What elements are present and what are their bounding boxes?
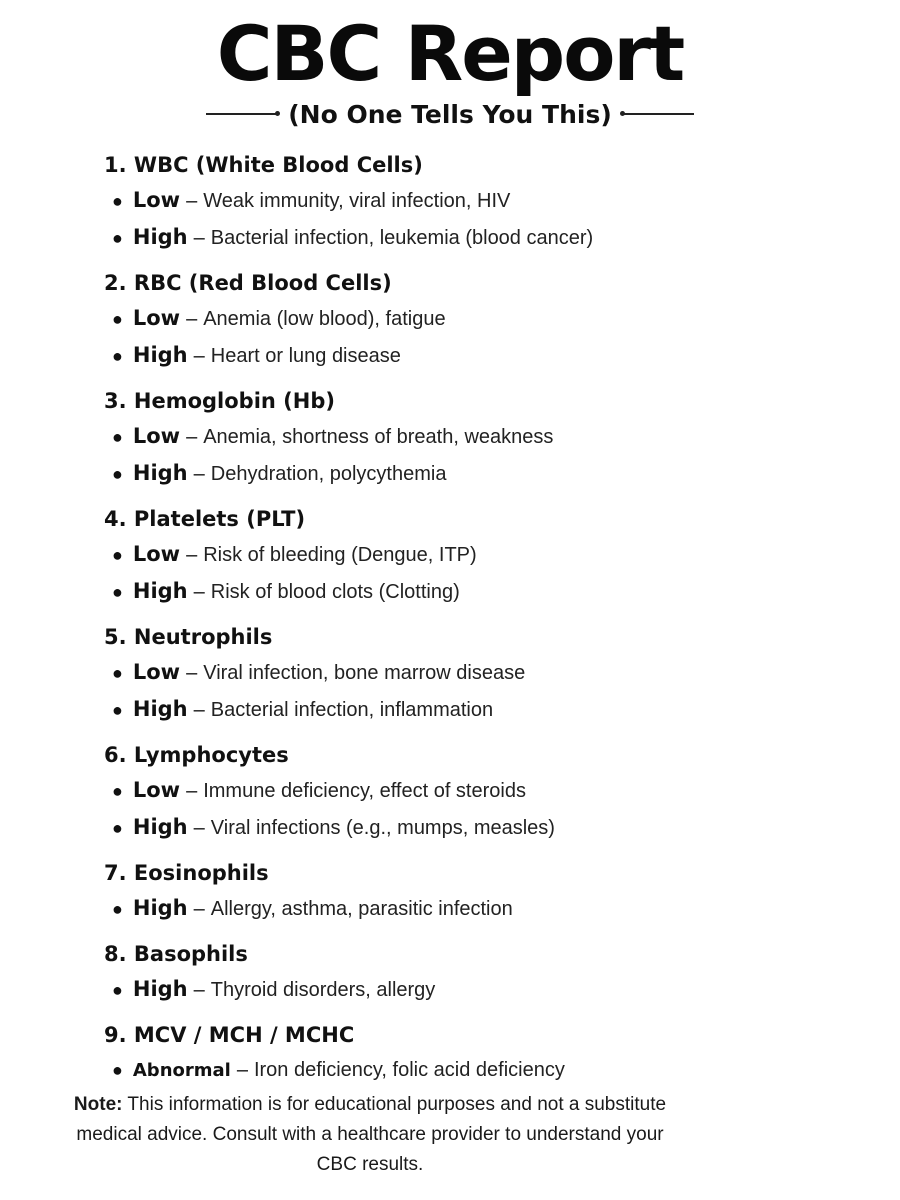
list-item xyxy=(104,809,864,846)
level-label: Low xyxy=(132,542,181,566)
separator-dash: – xyxy=(193,227,205,249)
item-description: Anemia (low blood), fatigue xyxy=(203,308,446,330)
bullet-icon: ● xyxy=(112,980,123,1000)
parameter-section xyxy=(104,937,864,1008)
separator-dash: – xyxy=(186,426,198,448)
parameter-section xyxy=(104,738,864,846)
item-description: Immune deficiency, effect of steroids xyxy=(203,780,526,802)
note-label: Note: xyxy=(73,1094,123,1115)
level-label: High xyxy=(132,579,188,603)
item-description: Weak immunity, viral infection, HIV xyxy=(203,190,511,212)
parameter-title: 6. Lymphocytes xyxy=(104,743,289,767)
item-description: Iron deficiency, folic acid deficiency xyxy=(253,1059,565,1081)
level-label: Low xyxy=(132,188,181,212)
list-item xyxy=(104,971,864,1008)
level-label: High xyxy=(132,697,188,721)
level-label: High xyxy=(132,977,188,1001)
bullet-icon: ● xyxy=(112,228,123,248)
level-label: High xyxy=(132,896,188,920)
separator-dash: – xyxy=(193,699,205,721)
item-description: Dehydration, polycythemia xyxy=(210,463,447,485)
list-item xyxy=(104,772,864,809)
level-label: High xyxy=(132,343,188,367)
separator-dash: – xyxy=(193,463,205,485)
parameter-title: 4. Platelets (PLT) xyxy=(104,507,306,531)
page-subtitle: (No One Tells You This) xyxy=(288,99,612,129)
bullet-icon: ● xyxy=(112,700,123,720)
bullet-icon: ● xyxy=(112,545,123,565)
list-item xyxy=(104,455,864,492)
parameter-section xyxy=(104,620,864,728)
item-description: Bacterial infection, inflammation xyxy=(210,699,494,721)
parameter-section xyxy=(104,384,864,492)
separator-dash: – xyxy=(186,544,198,566)
list-item xyxy=(104,300,864,337)
item-description: Risk of blood clots (Clotting) xyxy=(210,581,460,603)
level-label: Low xyxy=(132,660,181,684)
bullet-icon: ● xyxy=(112,427,123,447)
subtitle-row xyxy=(0,92,900,136)
separator-dash: – xyxy=(236,1059,248,1081)
separator-dash: – xyxy=(193,581,205,603)
level-label: Low xyxy=(132,778,181,802)
parameter-section xyxy=(104,1018,864,1089)
separator-dash: – xyxy=(193,979,205,1001)
item-description: Anemia, shortness of breath, weakness xyxy=(203,426,554,448)
item-description: Allergy, asthma, parasitic infection xyxy=(210,898,513,920)
bullet-icon: ● xyxy=(112,818,123,838)
divider-right xyxy=(624,113,694,115)
parameter-section xyxy=(104,148,864,256)
item-description: Viral infection, bone marrow disease xyxy=(203,662,526,684)
parameter-section xyxy=(104,266,864,374)
parameter-title: 7. Eosinophils xyxy=(104,861,269,885)
separator-dash: – xyxy=(193,898,205,920)
bullet-icon: ● xyxy=(112,464,123,484)
bullet-icon: ● xyxy=(112,899,123,919)
separator-dash: – xyxy=(186,308,198,330)
item-description: Risk of bleeding (Dengue, ITP) xyxy=(203,544,477,566)
level-label: High xyxy=(132,225,188,249)
bullet-icon: ● xyxy=(112,191,123,211)
disclaimer-note xyxy=(60,1090,680,1180)
list-item xyxy=(104,1052,864,1089)
item-description: Bacterial infection, leukemia (blood cancer) xyxy=(210,227,594,249)
separator-dash: – xyxy=(193,817,205,839)
parameter-title: 2. RBC (Red Blood Cells) xyxy=(104,271,392,295)
parameter-title: 3. Hemoglobin (Hb) xyxy=(104,389,335,413)
note-text: This information is for educational purposes and not a substitute medical advice. Consult with a healthcare provider to understand your CBC results. xyxy=(76,1094,667,1175)
parameter-title: 8. Basophils xyxy=(104,942,248,966)
list-item xyxy=(104,536,864,573)
bullet-icon: ● xyxy=(112,663,123,683)
level-label: Abnormal xyxy=(132,1060,231,1081)
list-item xyxy=(104,573,864,610)
parameter-section xyxy=(104,856,864,927)
list-item xyxy=(104,182,864,219)
bullet-icon: ● xyxy=(112,582,123,602)
bullet-icon: ● xyxy=(112,781,123,801)
bullet-icon: ● xyxy=(112,309,123,329)
item-description: Heart or lung disease xyxy=(210,345,401,367)
list-item xyxy=(104,418,864,455)
level-label: High xyxy=(132,815,188,839)
divider-left xyxy=(206,113,276,115)
list-item xyxy=(104,691,864,728)
level-label: High xyxy=(132,461,188,485)
level-label: Low xyxy=(132,306,181,330)
parameter-title: 5. Neutrophils xyxy=(104,625,273,649)
bullet-icon: ● xyxy=(112,1060,123,1080)
separator-dash: – xyxy=(186,780,198,802)
parameter-title: 1. WBC (White Blood Cells) xyxy=(104,153,423,177)
list-item xyxy=(104,890,864,927)
list-item xyxy=(104,654,864,691)
item-description: Thyroid disorders, allergy xyxy=(210,979,436,1001)
parameter-section xyxy=(104,502,864,610)
cbc-parameter-list xyxy=(104,148,864,1099)
parameter-title: 9. MCV / MCH / MCHC xyxy=(104,1023,355,1047)
page-title: CBC Report xyxy=(216,9,684,98)
list-item xyxy=(104,337,864,374)
bullet-icon: ● xyxy=(112,346,123,366)
separator-dash: – xyxy=(186,190,198,212)
separator-dash: – xyxy=(186,662,198,684)
list-item xyxy=(104,219,864,256)
item-description: Viral infections (e.g., mumps, measles) xyxy=(210,817,555,839)
level-label: Low xyxy=(132,424,181,448)
separator-dash: – xyxy=(193,345,205,367)
